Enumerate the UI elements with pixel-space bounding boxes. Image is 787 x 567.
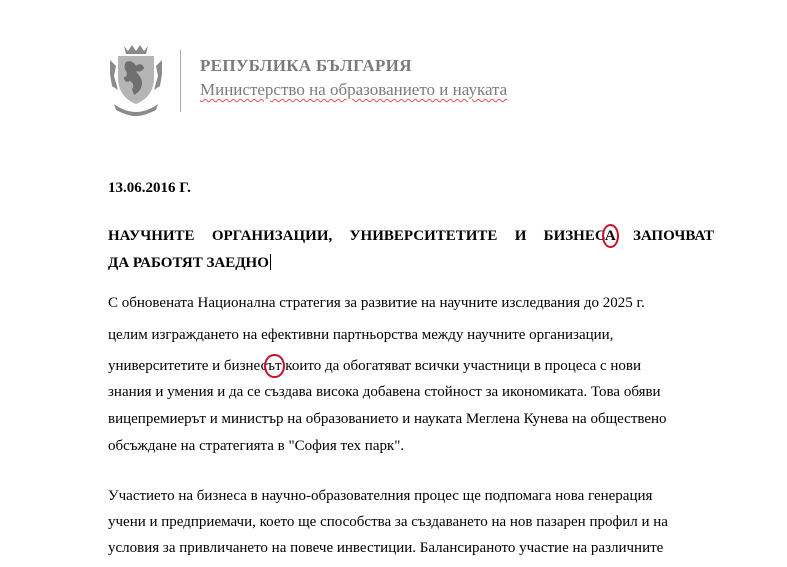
text-run: които да обогатяват всички участници в процеса с нови bbox=[281, 358, 642, 374]
title-word: ОРГАНИЗАЦИИ, bbox=[211, 228, 333, 244]
error-circle-mark: А bbox=[604, 228, 616, 244]
paragraph-2-line-1: Участието на бизнеса в научно-образователния процес ще подпомага нова генерация bbox=[108, 488, 653, 504]
paragraph-1-line-1: С обновената Национална стратегия за развитие на научните изследвания до 2025 г. bbox=[108, 295, 645, 311]
title-word: УНИВЕРСИТЕТИТЕ bbox=[349, 228, 498, 244]
text-cursor bbox=[270, 254, 271, 270]
text-run: университетите и бизнес bbox=[108, 358, 268, 374]
republic-name: РЕПУБЛИКА БЪЛГАРИЯ bbox=[200, 56, 412, 75]
title-line-2 bbox=[108, 254, 714, 272]
paragraph-2-line-2: учени и предприемачи, което ще способства за създаването на нов пазарен профил и на bbox=[108, 514, 668, 530]
paragraph-2-line-3: условия за привличането на повече инвестиции. Балансираното участие на различните bbox=[108, 540, 664, 556]
ministry-name: Министерство на образованието и науката bbox=[200, 80, 508, 99]
title-word-marked bbox=[544, 228, 616, 245]
title-word: БИЗНЕС bbox=[543, 228, 605, 244]
paragraph-1-line-4: знания и умения и да се създава висока добавена стойност за икономиката. Това обяви bbox=[108, 384, 661, 400]
coat-of-arms-icon bbox=[108, 42, 164, 116]
paragraph-1-line-2: целим изграждането на ефективни партньорства между научните организации, bbox=[108, 327, 614, 343]
press-release-date: 13.06.2016 Г. bbox=[108, 180, 191, 196]
title-text: ДА РАБОТЯТ ЗАЕДНО bbox=[108, 255, 269, 271]
error-circle-mark: ът bbox=[267, 358, 282, 374]
title-word: НАУЧНИТЕ bbox=[108, 228, 195, 244]
title-word: И bbox=[514, 228, 527, 244]
paragraph-1-line-6: обсъждане на стратегията в "София тех парк". bbox=[108, 438, 405, 454]
title-line-1 bbox=[108, 228, 714, 245]
paragraph-1-line-3 bbox=[108, 358, 714, 375]
header-divider bbox=[180, 50, 181, 112]
paragraph-1-line-5: вицепремиерът и министър на образованието и науката Меглена Кунева на обществено bbox=[108, 411, 667, 427]
title-word: ЗАПОЧВАТ bbox=[633, 228, 714, 244]
